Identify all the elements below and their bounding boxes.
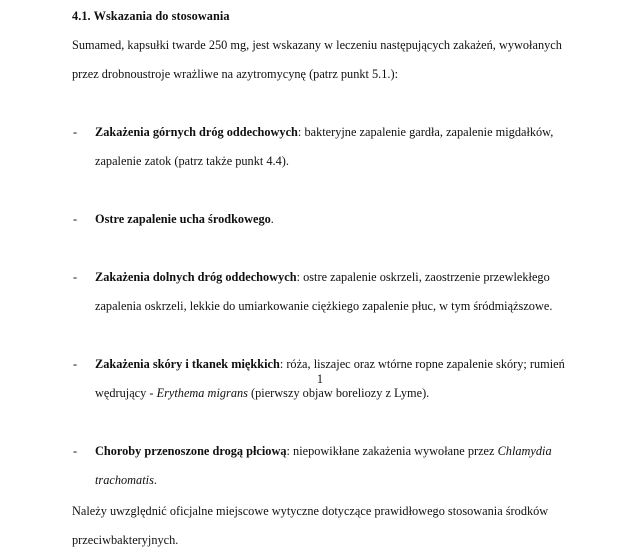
list-item-separator: : xyxy=(279,357,287,371)
list-item-description-tail: (pierwszy objaw boreliozy z Lyme). xyxy=(247,386,430,400)
list-item-term: Choroby przenoszone drogą płciową xyxy=(95,444,287,458)
indications-list xyxy=(72,118,576,495)
list-item-description: róża, liszajec oraz wtórne ropne zapalenie skóry; rumień wędrujący - xyxy=(95,357,565,400)
bullet-dash-icon: - xyxy=(73,270,78,284)
list-gap xyxy=(72,321,576,350)
list-item-italic: Erythema migrans xyxy=(156,386,248,400)
page-number: 1 xyxy=(316,372,324,386)
spacer-before-list xyxy=(72,89,576,118)
list-item-italic: Chlamydia trachomatis xyxy=(95,444,552,487)
list-item-description: . xyxy=(270,212,274,226)
list-gap xyxy=(72,234,576,263)
bullet-dash-icon: - xyxy=(73,125,78,139)
list-item-term: Zakażenia dolnych dróg oddechowych xyxy=(95,270,297,284)
list-item xyxy=(72,263,576,321)
list-item xyxy=(72,437,576,495)
list-item-term: Ostre zapalenie ucha środkowego xyxy=(95,212,271,226)
bullet-dash-icon: - xyxy=(73,212,78,226)
list-item-separator: : xyxy=(297,125,305,139)
list-gap xyxy=(72,176,576,205)
list-item-term: Zakażenia górnych dróg oddechowych xyxy=(95,125,298,139)
list-item xyxy=(72,118,576,176)
list-gap xyxy=(72,408,576,437)
document-body xyxy=(72,0,576,495)
list-item-separator: : xyxy=(286,444,294,458)
list-item-separator: : xyxy=(296,270,304,284)
bullet-dash-icon: - xyxy=(73,357,78,371)
list-item-description: ostre zapalenie oskrzeli, zaostrzenie przewlekłego zapalenia oskrzeli, lekkie do umiarkowanie ciężkiego zapalenie płuc, w tym śródmiąższowe. xyxy=(95,270,553,313)
bullet-dash-icon: - xyxy=(73,444,78,458)
list-item-description: bakteryjne zapalenie gardła, zapalenie migdałków, zapalenie zatok (patrz także punkt 4.4). xyxy=(95,125,554,168)
list-item-description: niepowikłane zakażenia wywołane przez xyxy=(293,444,498,458)
list-item-term: Zakażenia skóry i tkanek miękkich xyxy=(95,357,280,371)
intro-paragraph: Sumamed, kapsułki twarde 250 mg, jest wskazany w leczeniu następujących zakażeń, wywołanych przez drobnoustroje wrażliwe na azytromycynę (patrz punkt 5.1.): xyxy=(72,38,562,81)
footer-paragraph: Należy uwzględnić oficjalne miejscowe wytyczne dotyczące prawidłowego stosowania środków przeciwbakteryjnych. xyxy=(72,504,549,547)
section-heading: 4.1. Wskazania do stosowania xyxy=(72,9,230,23)
list-item-description-tail: . xyxy=(153,473,157,487)
list-item xyxy=(72,205,576,234)
